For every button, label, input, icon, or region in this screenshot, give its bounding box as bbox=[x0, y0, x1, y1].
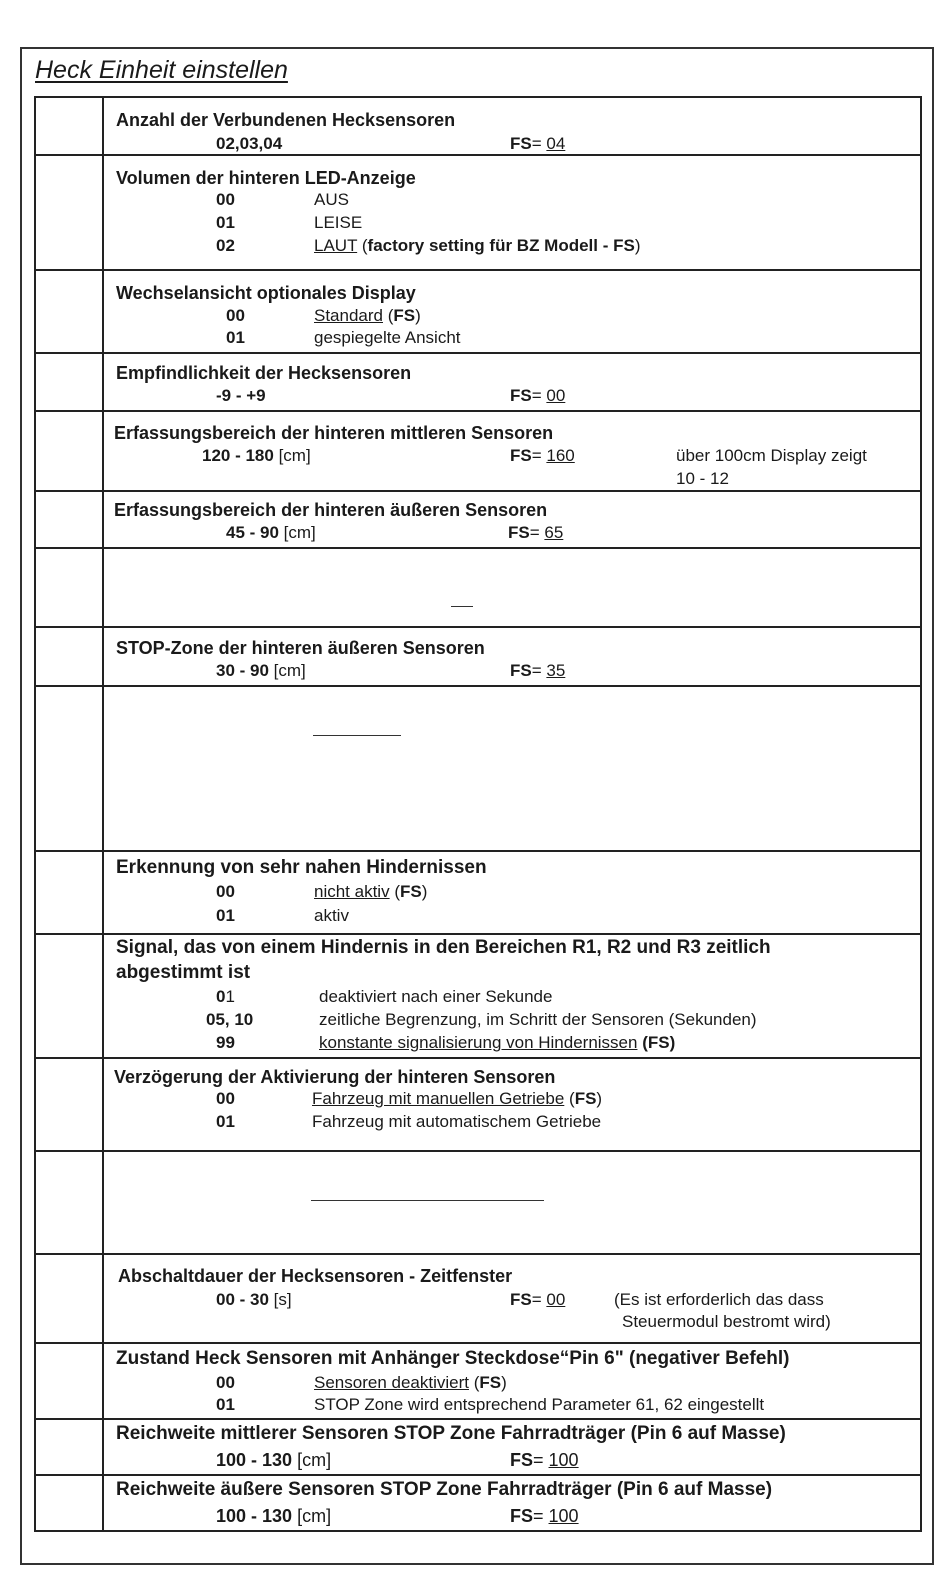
param-row bbox=[34, 96, 922, 156]
option-code: 00 bbox=[216, 1373, 235, 1392]
param-heading: Reichweite äußere Sensoren STOP Zone Fahrradträger (Pin 6 auf Masse) bbox=[116, 1479, 773, 1500]
param-row bbox=[34, 1255, 922, 1344]
param-id-cell bbox=[36, 1420, 104, 1474]
param-row bbox=[34, 628, 922, 687]
option-code: 00 bbox=[216, 1089, 235, 1108]
option-text: AUS bbox=[314, 190, 349, 209]
option-code: 01 bbox=[226, 328, 245, 347]
param-row bbox=[34, 492, 922, 549]
param-heading: STOP-Zone der hinteren äußeren Sensoren bbox=[116, 638, 485, 658]
param-id-cell bbox=[36, 687, 104, 850]
option-code: 01 bbox=[216, 987, 235, 1006]
param-heading: Erkennung von sehr nahen Hindernissen bbox=[116, 857, 487, 878]
param-heading: Verzögerung der Aktivierung der hinteren Sensoren bbox=[114, 1067, 556, 1087]
option-code: 05, 10 bbox=[206, 1010, 254, 1029]
param-heading: Zustand Heck Sensoren mit Anhänger Steckdose“Pin 6" (negativer Befehl) bbox=[116, 1348, 790, 1369]
factory-setting: FS= 00 bbox=[510, 1290, 566, 1309]
param-id-cell bbox=[36, 271, 104, 352]
option-text: deaktiviert nach einer Sekunde bbox=[319, 987, 553, 1006]
param-id-cell bbox=[36, 98, 104, 154]
factory-setting: FS= 100 bbox=[510, 1450, 579, 1470]
param-row bbox=[34, 156, 922, 271]
option-code: 01 bbox=[216, 906, 235, 925]
param-heading: Signal, das von einem Hindernis in den Bereichen R1, R2 und R3 zeitlich bbox=[116, 937, 771, 958]
param-range: 100 - 130 [cm] bbox=[216, 1450, 332, 1470]
param-row bbox=[34, 935, 922, 1059]
param-row bbox=[34, 1059, 922, 1152]
param-row bbox=[34, 1476, 922, 1532]
factory-setting: FS= 65 bbox=[508, 523, 564, 542]
param-id-cell bbox=[36, 492, 104, 547]
option-text: gespiegelte Ansicht bbox=[314, 328, 461, 347]
param-id-cell bbox=[36, 354, 104, 410]
factory-setting: FS= 160 bbox=[510, 446, 575, 465]
param-id-cell bbox=[36, 1255, 104, 1342]
option-code: 99 bbox=[216, 1033, 235, 1052]
option-text: Fahrzeug mit manuellen Getriebe (FS) bbox=[312, 1089, 603, 1108]
param-heading: Erfassungsbereich der hinteren äußeren Sensoren bbox=[114, 500, 548, 520]
param-row bbox=[34, 271, 922, 354]
option-text: Sensoren deaktiviert (FS) bbox=[314, 1373, 507, 1392]
param-id-cell bbox=[36, 549, 104, 626]
param-id-cell bbox=[36, 1152, 104, 1253]
option-code: 01 bbox=[216, 213, 235, 232]
option-code: 00 bbox=[226, 306, 245, 325]
param-heading: Abschaltdauer der Hecksensoren - Zeitfenster bbox=[118, 1266, 513, 1286]
redacted-line bbox=[313, 735, 401, 736]
param-range: 02,03,04 bbox=[216, 134, 283, 153]
option-code: 00 bbox=[216, 190, 235, 209]
param-remark: 10 - 12 bbox=[676, 469, 729, 488]
option-text: nicht aktiv (FS) bbox=[314, 882, 428, 901]
param-range: 30 - 90 [cm] bbox=[216, 661, 306, 680]
param-id-cell bbox=[36, 852, 104, 933]
param-heading: Volumen der hinteren LED-Anzeige bbox=[116, 168, 416, 188]
page-title: Heck Einheit einstellen bbox=[35, 56, 288, 84]
blank-row bbox=[34, 1152, 922, 1255]
option-text: Fahrzeug mit automatischem Getriebe bbox=[312, 1112, 602, 1131]
option-text: STOP Zone wird entsprechend Parameter 61, 62 eingestellt bbox=[314, 1395, 765, 1414]
param-id-cell bbox=[36, 156, 104, 269]
option-text: LAUT (factory setting für BZ Modell - FS) bbox=[314, 236, 641, 255]
option-code: 01 bbox=[216, 1395, 235, 1414]
param-range: 120 - 180 [cm] bbox=[202, 446, 311, 465]
param-remark: (Es ist erforderlich das dass bbox=[614, 1290, 824, 1309]
param-heading: Wechselansicht optionales Display bbox=[116, 283, 416, 303]
factory-setting: FS= 04 bbox=[510, 134, 566, 153]
param-id-cell bbox=[36, 412, 104, 490]
param-id-cell bbox=[36, 628, 104, 685]
param-remark: über 100cm Display zeigt bbox=[676, 446, 867, 465]
param-heading: Reichweite mittlerer Sensoren STOP Zone Fahrradträger (Pin 6 auf Masse) bbox=[116, 1423, 786, 1444]
param-id-cell bbox=[36, 1476, 104, 1530]
param-row bbox=[34, 1420, 922, 1476]
redacted-line bbox=[311, 1200, 544, 1201]
param-remark: Steuermodul bestromt wird) bbox=[622, 1312, 831, 1331]
factory-setting: FS= 100 bbox=[510, 1506, 579, 1526]
param-range: 45 - 90 [cm] bbox=[226, 523, 316, 542]
param-id-cell bbox=[36, 1059, 104, 1150]
blank-row bbox=[34, 687, 922, 852]
param-heading-continued: abgestimmt ist bbox=[116, 962, 251, 983]
param-id-cell bbox=[36, 1344, 104, 1418]
option-code: 01 bbox=[216, 1112, 235, 1131]
param-range: 100 - 130 [cm] bbox=[216, 1506, 332, 1526]
param-heading: Empfindlichkeit der Hecksensoren bbox=[116, 363, 412, 383]
param-row bbox=[34, 852, 922, 935]
option-code: 00 bbox=[216, 882, 235, 901]
blank-row bbox=[34, 549, 922, 628]
param-heading: Anzahl der Verbundenen Hecksensoren bbox=[116, 110, 456, 130]
option-text: Standard (FS) bbox=[314, 306, 421, 325]
option-text: konstante signalisierung von Hindernissen (FS) bbox=[319, 1033, 676, 1052]
param-id-cell bbox=[36, 935, 104, 1057]
param-row bbox=[34, 412, 922, 492]
param-row bbox=[34, 354, 922, 412]
param-range: -9 - +9 bbox=[216, 386, 266, 405]
option-text: zeitliche Begrenzung, im Schritt der Sensoren (Sekunden) bbox=[319, 1010, 757, 1029]
param-row bbox=[34, 1344, 922, 1420]
option-text: aktiv bbox=[314, 906, 349, 925]
option-code: 02 bbox=[216, 236, 235, 255]
param-range: 00 - 30 [s] bbox=[216, 1290, 292, 1309]
factory-setting: FS= 35 bbox=[510, 661, 566, 680]
factory-setting: FS= 00 bbox=[510, 386, 566, 405]
redacted-line bbox=[451, 606, 473, 607]
option-text: LEISE bbox=[314, 213, 363, 232]
param-heading: Erfassungsbereich der hinteren mittleren Sensoren bbox=[114, 423, 554, 443]
